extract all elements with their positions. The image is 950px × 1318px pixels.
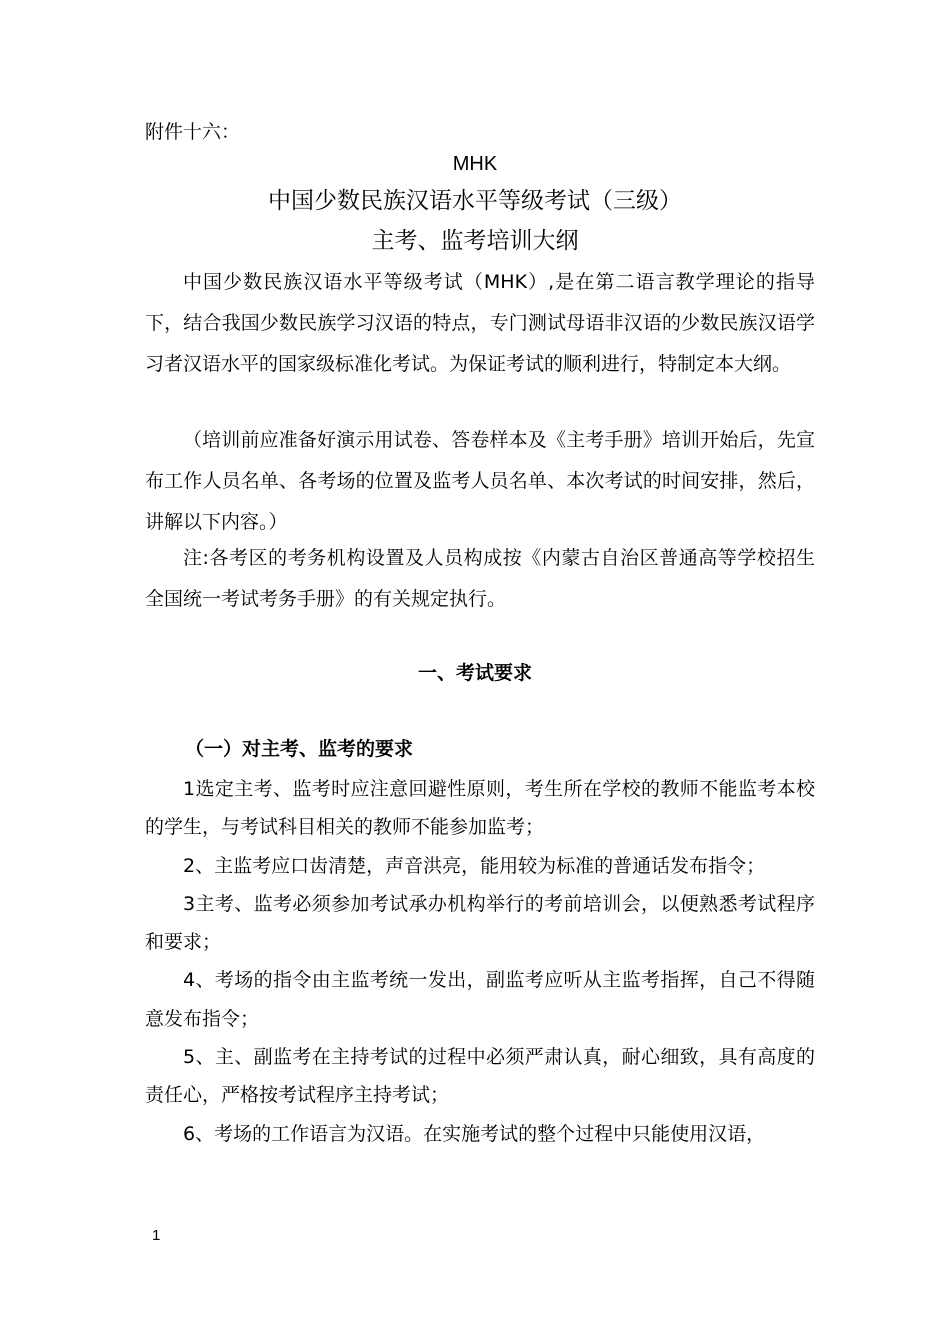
requirement-item: 1选定主考、监考时应注意回避性原则，考生所在学校的教师不能监考本校的学生，与考试科目相关的教师不能参加监考； (145, 778, 815, 839)
preparation-paragraph: （培训前应准备好演示用试卷、答卷样本及《主考手册》培训开始后，先宣布工作人员名单、各考场的位置及监考人员名单、本次考试的时间安排，然后，讲解以下内容。） (145, 429, 815, 533)
section-heading: 一、考试要求 (417, 662, 532, 684)
intro-paragraph-block (145, 262, 815, 385)
requirement-item: 4、考场的指令由主监考统一发出，副监考应听从主监考指挥，自己不得随意发布指令； (145, 969, 815, 1030)
attachment-label: 附件十六： (145, 121, 241, 143)
preparation-paragraph-block (145, 420, 815, 543)
document-title: 中国少数民族汉语水平等级考试（三级） (268, 188, 682, 214)
exam-code: MHK (452, 153, 498, 175)
sub-heading: （一）对主考、监考的要求 (185, 738, 414, 760)
requirement-item: 3主考、监考必须参加考试承办机构举行的考前培训会，以便熟悉考试程序和要求； (145, 892, 815, 954)
requirement-item: 5、主、副监考在主持考试的过程中必须严肃认真，耐心细致，具有高度的责任心，严格按考试程序主持考试； (145, 1046, 815, 1107)
page-number: 1 (152, 1227, 161, 1244)
note-paragraph-block (145, 538, 815, 620)
requirement-item: 6、考场的工作语言为汉语。在实施考试的整个过程中只能使用汉语， (183, 1122, 766, 1145)
note-paragraph: 注:各考区的考务机构设置及人员构成按《内蒙古自治区普通高等学校招生全国统一考试考务手册》的有关规定执行。 (145, 547, 815, 610)
requirements-list (145, 770, 815, 1153)
document-subtitle: 主考、监考培训大纲 (371, 228, 579, 254)
intro-paragraph: 中国少数民族汉语水平等级考试（MHK）,是在第二语言教学理论的指导下，结合我国少数民族学习汉语的特点，专门测试母语非汉语的少数民族汉语学习者汉语水平的国家级标准化考试。为保证考试的顺利进行，特制定本大纲。 (145, 271, 815, 375)
requirement-item: 2、主监考应口齿清楚，声音洪亮，能用较为标准的普通话发布指令； (183, 854, 766, 877)
